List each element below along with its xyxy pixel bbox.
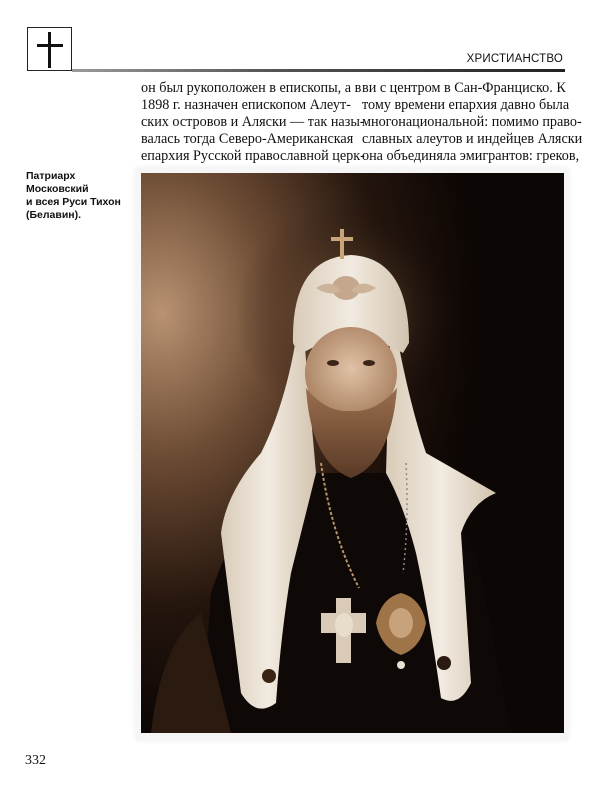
text-column-1 xyxy=(141,80,365,165)
text-line: тому времени епархия давно была xyxy=(362,97,570,113)
caption-line: и всея Руси Тихон xyxy=(26,196,121,208)
text-line: многонациональной: помимо право- xyxy=(362,114,582,130)
text-line: 1898 г. назначен епископом Алеут- xyxy=(141,97,351,113)
text-line: славных алеутов и индейцев Аляски xyxy=(362,131,583,147)
section-icon-box xyxy=(27,27,72,71)
portrait-illustration xyxy=(141,173,564,733)
page-number: 332 xyxy=(25,753,46,768)
header-rule xyxy=(72,69,565,72)
caption-line: Патриарх Московский xyxy=(26,170,89,195)
latin-cross-icon-bar xyxy=(37,44,63,47)
text-line: она объединяла эмигрантов: греков, xyxy=(362,148,580,164)
text-column-2 xyxy=(362,80,583,165)
running-head-title: ХРИСТИАНСТВО xyxy=(466,53,563,65)
caption-line: (Белавин). xyxy=(26,209,82,221)
text-line: он был рукоположен в епископы, а в xyxy=(141,80,362,96)
text-line: епархия Русской православной церк- xyxy=(141,148,365,164)
portrait-photo xyxy=(141,173,564,733)
figure-caption xyxy=(26,170,136,222)
latin-cross-icon xyxy=(48,32,51,68)
text-line: валась тогда Северо-Американская xyxy=(141,131,354,147)
text-line: ских островов и Аляски — так назы- xyxy=(141,114,365,130)
text-line: ви с центром в Сан-Франциско. К xyxy=(362,80,566,96)
